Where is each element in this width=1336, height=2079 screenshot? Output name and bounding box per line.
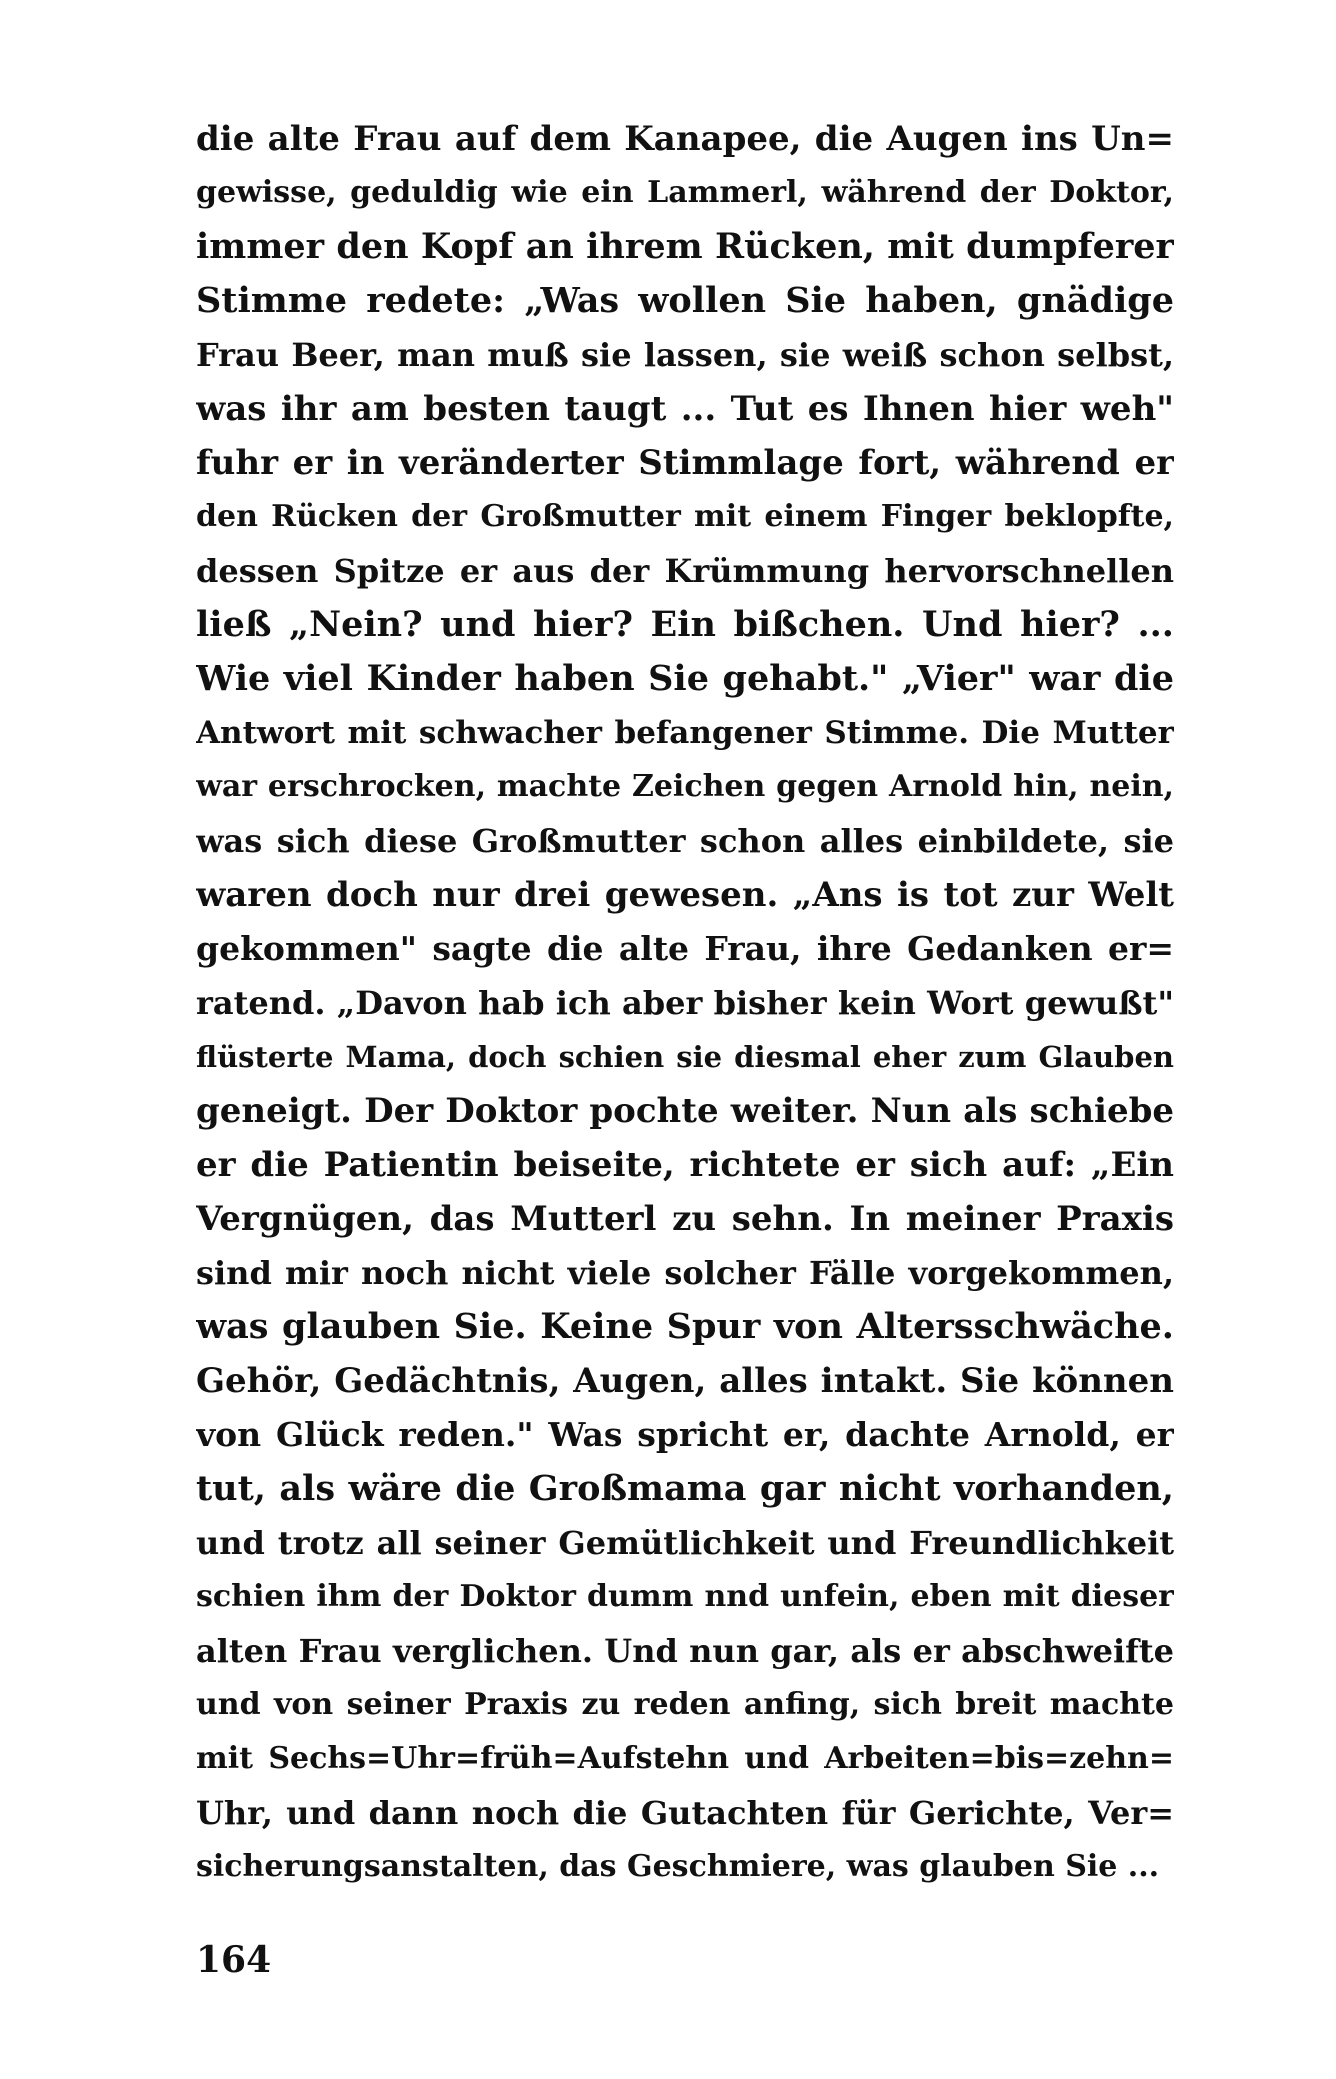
- text-line: was sich diese Großmutter schon alles einbildete, sie: [196, 822, 1174, 860]
- text-line: Gehör, Gedächtnis, Augen, alles intakt. Sie können: [196, 1361, 1174, 1401]
- text-line: immer den Kopf an ihrem Rücken, mit dumpferer: [196, 226, 1174, 267]
- text-line: Wie viel Kinder haben Sie gehabt." „Vier" war die: [196, 658, 1174, 699]
- text-line: sicherungsanstalten, das Geschmiere, was glauben Sie ...: [196, 1849, 1160, 1884]
- text-line: die alte Frau auf dem Kanapee, die Augen ins Un=: [196, 119, 1174, 159]
- text-line: Stimme redete: „Was wollen Sie haben, gnädige: [196, 280, 1174, 321]
- text-line: gekommen" sagte die alte Frau, ihre Gedanken er=: [196, 929, 1174, 968]
- text-line: alten Frau verglichen. Und nun gar, als er abschweifte: [196, 1632, 1174, 1670]
- text-line: ratend. „Davon hab ich aber bisher kein Wort gewußt": [196, 984, 1174, 1022]
- text-line: schien ihm der Doktor dumm nnd unfein, eben mit dieser: [196, 1579, 1174, 1614]
- text-line: was ihr am besten taugt ... Tut es Ihnen hier weh": [196, 389, 1174, 429]
- text-line: sind mir noch nicht viele solcher Fälle vorgekommen,: [196, 1254, 1174, 1292]
- text-line: und von seiner Praxis zu reden anfing, sich breit machte: [196, 1687, 1174, 1722]
- text-line: geneigt. Der Doktor pochte weiter. Nun als schiebe: [196, 1091, 1174, 1131]
- text-line: ließ „Nein? und hier? Ein bißchen. Und hier? ...: [196, 604, 1174, 645]
- text-line: Uhr, und dann noch die Gutachten für Gerichte, Ver=: [196, 1794, 1174, 1832]
- text-line: Antwort mit schwacher befangener Stimme. Die Mutter: [196, 715, 1174, 751]
- text-line: was glauben Sie. Keine Spur von Altersschwäche.: [196, 1306, 1174, 1347]
- text-line: den Rücken der Großmutter mit einem Finger beklopfte,: [196, 499, 1174, 534]
- text-line: er die Patientin beiseite, richtete er sich auf: „Ein: [196, 1145, 1174, 1185]
- text-line: und trotz all seiner Gemütlichkeit und Freundlichkeit: [196, 1524, 1174, 1562]
- text-line: Frau Beer, man muß sie lassen, sie weiß schon selbst,: [196, 336, 1174, 374]
- text-line: waren doch nur drei gewesen. „Ans is tot zur Welt: [196, 875, 1174, 915]
- text-line: tut, als wäre die Großmama gar nicht vorhanden,: [196, 1468, 1174, 1509]
- text-line: Vergnügen, das Mutterl zu sehn. In meiner Praxis: [196, 1199, 1174, 1239]
- body-text: [196, 112, 1174, 1894]
- text-line: von Glück reden." Was spricht er, dachte Arnold, er: [196, 1415, 1174, 1454]
- text-line: war erschrocken, machte Zeichen gegen Arnold hin, nein,: [196, 769, 1174, 804]
- page-number: 164: [196, 1939, 272, 1981]
- text-line: gewisse, geduldig wie ein Lammerl, während der Doktor,: [196, 175, 1174, 210]
- text-line: flüsterte Mama, doch schien sie diesmal eher zum Glauben: [196, 1040, 1174, 1074]
- text-line: mit Sechs=Uhr=früh=Aufstehn und Arbeiten=bis=zehn=: [196, 1741, 1174, 1776]
- text-line: dessen Spitze er aus der Krümmung hervorschnellen: [196, 552, 1174, 590]
- text-line: fuhr er in veränderter Stimmlage fort, während er: [196, 443, 1174, 483]
